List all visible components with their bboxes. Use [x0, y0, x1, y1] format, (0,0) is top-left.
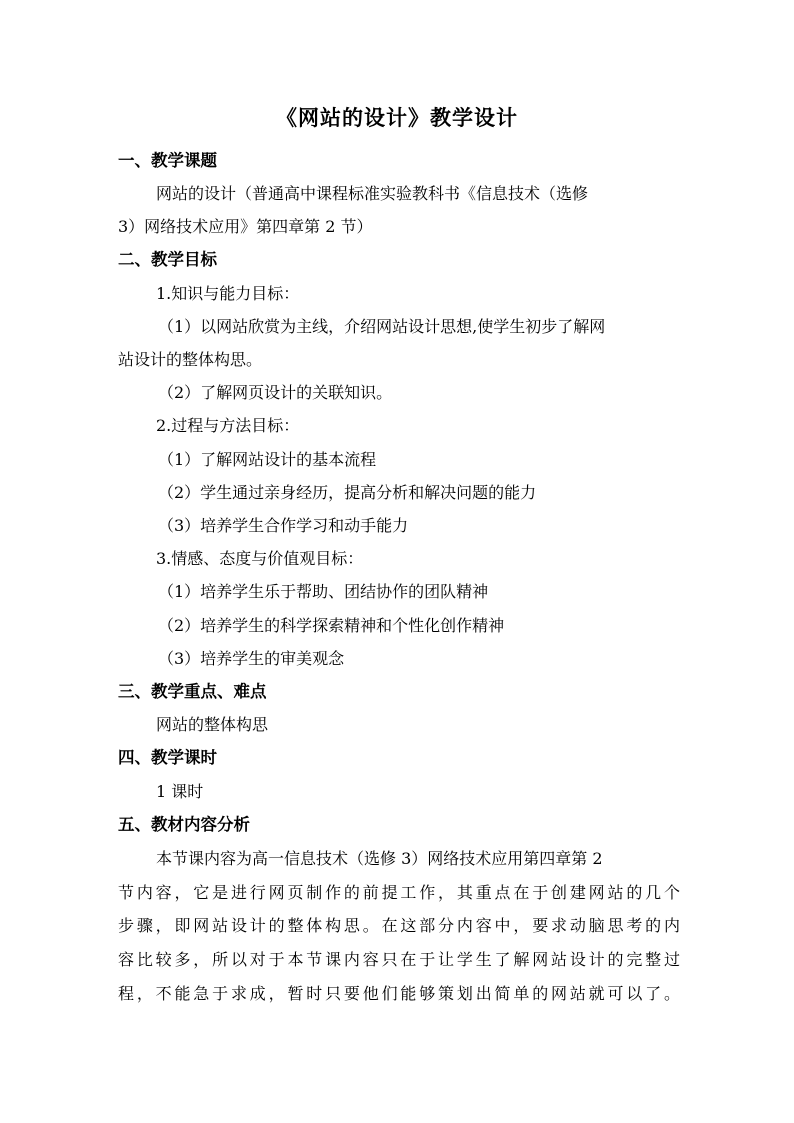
list-item: （1）以网站欣赏为主线，介绍网站设计思想,使学生初步了解网	[158, 317, 606, 336]
section-heading-4: 四、教学课时	[118, 748, 217, 767]
list-item-continued: 站设计的整体构思。	[118, 350, 263, 369]
document-title: 《网站的设计》教学设计	[276, 105, 518, 130]
paragraph-line: 本节课内容为高一信息技术（选修 3）网络技术应用第四章第 2	[156, 849, 603, 868]
paragraph-line: 网站的整体构思	[156, 715, 269, 734]
list-item: （2）了解网页设计的关联知识。	[158, 383, 393, 402]
list-item: （3）培养学生合作学习和动手能力	[158, 516, 409, 535]
subheading: 1.知识与能力目标：	[156, 284, 300, 303]
list-item: （2）学生通过亲身经历，提高分析和解决问题的能力	[158, 483, 537, 502]
subheading: 3.情感、态度与价值观目标：	[156, 549, 364, 568]
list-item: （2）培养学生的科学探索精神和个性化创作精神	[158, 616, 505, 635]
paragraph-line: 程，不能急于求成，暂时只要他们能够策划出简单的网站就可以了。	[118, 984, 680, 1003]
section-heading-2: 二、教学目标	[118, 250, 217, 269]
list-item: （1）培养学生乐于帮助、团结协作的团队精神	[158, 582, 489, 601]
list-item: （3）培养学生的审美观念	[158, 649, 345, 668]
paragraph-line: 1 课时	[156, 782, 204, 801]
section-heading-1: 一、教学课题	[118, 151, 217, 170]
paragraph-line: 3）网络技术应用》第四章第 2 节）	[118, 217, 373, 236]
section-heading-3: 三、教学重点、难点	[118, 682, 267, 701]
section-heading-5: 五、教材内容分析	[118, 815, 250, 834]
paragraph-line: 容比较多，所以对于本节课内容只在于让学生了解网站设计的完整过	[118, 950, 680, 969]
list-item: （1）了解网站设计的基本流程	[158, 450, 377, 469]
paragraph-line: 步骤，即网站设计的整体构思。在这部分内容中，要求动脑思考的内	[118, 916, 680, 935]
paragraph-line: 节内容，它是进行网页制作的前提工作，其重点在于创建网站的几个	[118, 883, 680, 902]
paragraph-line: 网站的设计（普通高中课程标准实验教科书《信息技术（选修	[156, 184, 589, 203]
subheading: 2.过程与方法目标：	[156, 416, 300, 435]
